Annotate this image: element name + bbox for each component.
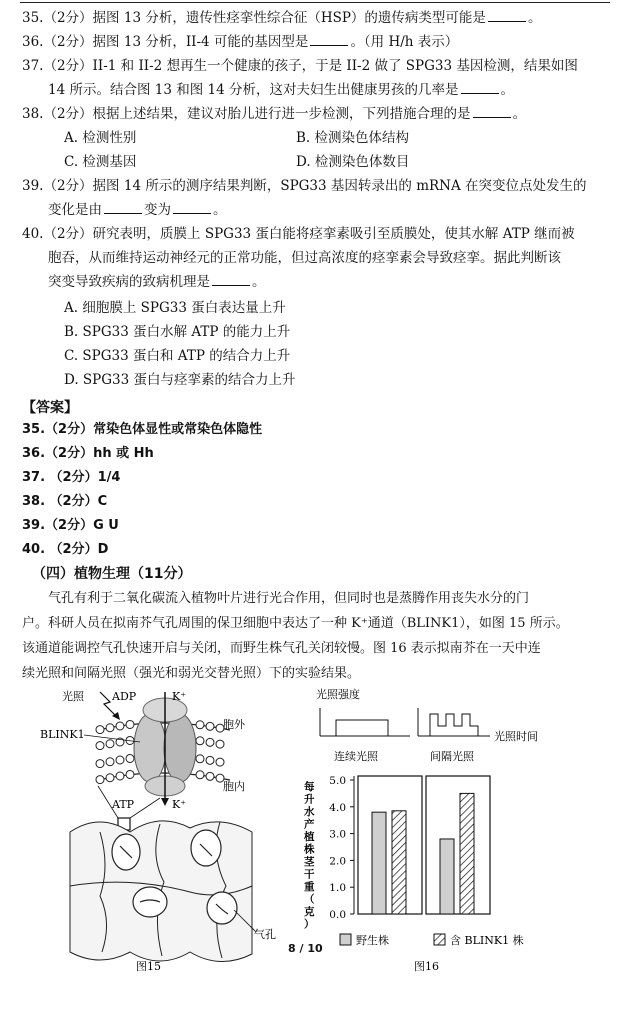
answer-blank xyxy=(173,199,211,214)
option-d: D. 检测染色体数目 xyxy=(296,154,410,170)
y-tick-label: 2.0 xyxy=(329,855,346,868)
label-blink1: BLINK1 xyxy=(40,728,85,741)
answer-40: 40. （2分）D xyxy=(22,542,109,557)
question-40: 40.（2分）研究表明，质膜上 SPG33 蛋白能将痉挛素吸引至质膜处，使其水解 ATP 继而被 胞吞，从而维持运动神经元的正常功能，但过高浓度的痉挛素会导致痉挛。据此判断该 突变导致疾病的致病机理是 。 xyxy=(22,226,575,290)
ylabel-char: 水 xyxy=(304,806,315,818)
ylabel-char: 株 xyxy=(304,843,315,856)
lipid-head xyxy=(196,771,204,779)
option-b: B. 检测染色体结构 xyxy=(296,130,410,146)
answer-blank xyxy=(310,31,348,46)
question-36: 36.（2分）据图 13 分析，II-4 可能的基因型是 。（用 H/h 表示） xyxy=(22,30,612,54)
answer-39: 39.（2分）G U xyxy=(22,518,119,533)
lipid-head xyxy=(106,758,114,766)
top-rule xyxy=(20,2,610,3)
bar-wild-type xyxy=(372,812,386,914)
lipid-head xyxy=(116,722,124,730)
ylabel-char: 产 xyxy=(304,818,315,831)
question-35: 35.（2分）据图 13 分析，遗传性痉挛性综合征（HSP）的遗传病类型可能是 。 xyxy=(22,6,612,30)
answer-36: 36.（2分）hh 或 Hh xyxy=(22,446,154,461)
caption-fig15: 图15 xyxy=(136,960,161,973)
lipid-head xyxy=(126,754,134,762)
ylabel-char: 升 xyxy=(304,793,315,806)
label-light: 光照 xyxy=(62,690,84,703)
answer-blank xyxy=(488,7,526,22)
question-37: 37.（2分）II-1 和 II-2 想再生一个健康的孩子，于是 II-2 做了 SPG33 基因检测，结果如图 14 所示。结合图 13 和图 14 分析，这对夫妇生出健康男孩的几率是 。 xyxy=(22,58,578,98)
question-38: 38.（2分）根据上述结果，建议对胎儿进行进一步检测，下列措施合理的是 。 xyxy=(22,102,612,126)
lipid-head xyxy=(206,772,214,780)
label-inside: 胞内 xyxy=(223,780,245,793)
y-tick-label: 5.0 xyxy=(329,775,346,787)
y-tick-label: 1.0 xyxy=(329,882,346,895)
chart-panel xyxy=(426,776,490,914)
legend xyxy=(340,933,524,947)
option-a: A. 检测性别 xyxy=(64,130,137,146)
y-tick-label: 0.0 xyxy=(329,909,346,921)
lipid-head xyxy=(116,756,124,764)
section-title: （四）植物生理（11分） xyxy=(32,566,192,582)
answers-title: 【答案】 xyxy=(22,400,78,416)
y-tick-label: 4.0 xyxy=(329,801,346,814)
lipid-head xyxy=(216,740,224,748)
label-intermittent: 间隔光照 xyxy=(430,750,474,763)
figure-16 xyxy=(300,686,600,982)
ylabel-char: 每 xyxy=(304,781,315,793)
blink1-channel xyxy=(134,692,196,806)
lipid-head xyxy=(106,724,114,732)
option-c: C. SPG33 蛋白和 ATP 的结合力上升 xyxy=(64,348,291,364)
answer-35: 35.（2分）常染色体显性或常染色体隐性 xyxy=(22,422,263,437)
lipid-head xyxy=(196,755,204,763)
section-paragraph: 气孔有利于二氧化碳流入植物叶片进行光合作用，但同时也是蒸腾作用丧失水分的门 户。科研人员在拟南芥气孔周围的保卫细胞中表达了一种 K⁺通道（BLINK1），如图 15 所示。 该通道能调控气孔快速开启与关闭，而野生株气孔关闭较慢。图 16 表示拟南芥在一天中连 续光照和间隔光照（强光和弱光交替光照）下的实验结果。 xyxy=(22,591,569,681)
answer-38: 38. （2分）C xyxy=(22,494,108,509)
legend-label-blink1: 含 BLINK1 株 xyxy=(450,934,524,947)
figure-15 xyxy=(40,686,310,982)
option-a: A. 细胞膜上 SPG33 蛋白表达量上升 xyxy=(64,300,286,316)
lipid-head xyxy=(126,720,134,728)
ylabel-char: （ xyxy=(304,893,315,906)
bar-blink1 xyxy=(460,793,474,914)
answer-blank xyxy=(473,103,511,118)
bar-blink1 xyxy=(392,811,406,914)
bar-chart xyxy=(329,775,490,921)
answer-blank xyxy=(212,271,250,286)
chart-panel xyxy=(358,776,422,914)
label-outside: 胞外 xyxy=(223,718,245,731)
legend-swatch-wild xyxy=(340,934,351,945)
label-k-top: K⁺ xyxy=(172,690,187,703)
label-continuous: 连续光照 xyxy=(334,750,378,763)
answer-blank xyxy=(461,79,499,94)
label-k-bottom: K⁺ xyxy=(172,798,187,811)
question-39: 39.（2分）据图 14 所示的测序结果判断，SPG33 基因转录出的 mRNA 在突变位点处发生的 变化是由 变为 。 xyxy=(22,178,587,218)
ylabel-char: 克 xyxy=(304,906,315,918)
lipid-head xyxy=(196,721,204,729)
label-light-intensity: 光照强度 xyxy=(316,688,360,701)
page-number: 8 / 10 xyxy=(288,942,323,955)
lipid-head xyxy=(206,738,214,746)
option-b: B. SPG33 蛋白水解 ATP 的能力上升 xyxy=(64,324,291,340)
option-c: C. 检测基因 xyxy=(64,154,137,170)
lipid-head xyxy=(96,742,104,750)
ylabel-char: ） xyxy=(304,918,315,931)
lipid-head xyxy=(96,776,104,784)
lipid-head xyxy=(216,758,224,766)
answer-blank xyxy=(104,199,142,214)
label-light-time: 光照时间 xyxy=(494,730,538,743)
lipid-head xyxy=(116,772,124,780)
y-tick-label: 3.0 xyxy=(329,828,346,841)
caption-fig16: 图16 xyxy=(414,960,439,973)
ylabel-char: 茎 xyxy=(304,856,315,868)
lipid-head xyxy=(196,737,204,745)
lipid-head xyxy=(206,722,214,730)
answer-37: 37. （2分）1/4 xyxy=(22,470,121,485)
lipid-head xyxy=(96,760,104,768)
intermittent-light-schematic xyxy=(418,708,490,736)
continuous-light-schematic xyxy=(320,708,410,736)
lipid-head xyxy=(106,740,114,748)
question-38-options xyxy=(64,126,528,174)
question-40-options xyxy=(64,296,296,392)
label-atp: ATP xyxy=(112,798,135,811)
ylabel-char: 植 xyxy=(304,831,315,843)
legend-label-wild: 野生株 xyxy=(356,934,389,947)
label-stoma: 气孔 xyxy=(254,928,276,941)
option-d: D. SPG33 蛋白与痉挛素的结合力上升 xyxy=(64,372,296,388)
lipid-head xyxy=(96,726,104,734)
lipid-head xyxy=(106,774,114,782)
label-adp: ADP xyxy=(112,690,137,703)
chart-ylabel xyxy=(303,780,316,931)
lipid-head xyxy=(206,756,214,764)
bar-wild-type xyxy=(440,839,454,914)
ylabel-char: 重 xyxy=(304,881,315,893)
lipid-head xyxy=(126,770,134,778)
ylabel-char: 干 xyxy=(304,868,315,881)
legend-swatch-blink1 xyxy=(434,934,445,945)
